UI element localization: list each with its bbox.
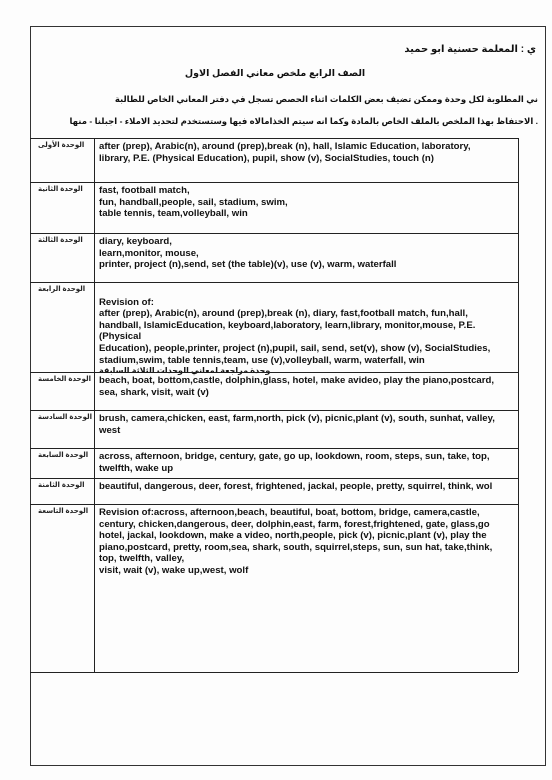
unit-row-8 (30, 478, 518, 505)
unit-words: Revision of: after (prep), Arabic(n), around (prep),break (n), diary, fast,football match, fun,hall, handball, IslamicEducation, keyboard,laboratory, learn,library, monitor,mouse, P.E. (Physical Education), people,printer, project (n),pupil, sail, send, set(v), show (v), SocialStudies, stadium,swim, table tennis,team, use (v),volleyball, warm, waterfall, win (99, 296, 491, 366)
unit-row-1 (30, 138, 518, 183)
unit-words: fast, football match, fun, handball,people, sail, stadium, swim, table tennis, team,volleyball, win (99, 185, 288, 220)
unit-row-4 (30, 282, 518, 376)
unit-label: الوحدة التاسعة (38, 508, 89, 515)
table-bottom-border (30, 672, 518, 673)
unit-arabic-note: وحدة مراجعة لمعاني الوحدات الثلاثة السابقة (99, 366, 271, 376)
unit-row-6 (30, 410, 518, 449)
instruction-note-1: ني المطلوبة لكل وحدة وممكن تضيف بعض الكلمات اثناء الحصص تسجل في دفتر المعاني الخاص للطالبة (114, 94, 538, 104)
unit-label: الوحدة السادسة (37, 414, 92, 421)
teacher-name: ي : المعلمة حسنية ابو حميد (404, 44, 536, 55)
unit-label: الوحدة الثامنة (38, 482, 85, 489)
unit-label: الوحدة الرابعة (38, 286, 86, 293)
unit-words: Revision of:across, afternoon,beach, beautiful, boat, bottom, bridge, camera,castle, century, chicken,dangerous, deer, dolphin,east, farm, forest,frightened, gate, glass,go hotel, jackal, lookdown, make a video, north,people, pick (v), picnic,plant (v), play the piano,postcard, pretty, room,sea, shark, south, squirrel,steps, sun, sun hat, take,think, top, twelfth, valley, visit, wait (v), wake up,west, wolf (99, 507, 493, 576)
unit-row-9 (30, 504, 518, 673)
instruction-note-2: . الاحتفاظ بهذا الملخص بالملف الخاص بالمادة وكما انه سيتم الخذامالاه فيها وستستخدم لتحديد الاملاء - اجبلنا - منها (69, 116, 538, 126)
unit-label: الوحدة السابعة (38, 452, 89, 459)
unit-label: الوحدة الثالثة (38, 237, 83, 244)
unit-label: الوحدة الثانية (38, 186, 83, 193)
unit-words: across, afternoon, bridge, century, gate, go up, lookdown, room, steps, sun, take, top, twelfth, wake up (99, 451, 490, 474)
page-title: الصف الرابع ملخص معاني الفصل الاول (184, 68, 366, 79)
unit-row-2 (30, 182, 518, 234)
unit-label: الوحدة الأولى (38, 142, 85, 149)
unit-words: brush, camera,chicken, east, farm,north, pick (v), picnic,plant (v), south, sunhat, valley, west (99, 413, 495, 436)
table-right-border (518, 138, 519, 672)
unit-words: beautiful, dangerous, deer, forest, frightened, jackal, people, pretty, squirrel, think, wol (99, 481, 493, 492)
unit-label: الوحدة الخامسة (38, 376, 91, 383)
unit-row-5 (30, 372, 518, 411)
unit-words: after (prep), Arabic(n), around (prep),break (n), hall, Islamic Education, laboratory, library, P.E. (Physical Education), pupil, show (v), SocialStudies, touch (n) (99, 141, 471, 164)
unit-words: diary, keyboard, learn,monitor, mouse, printer, project (n),send, set (the table)(v), use (v), warm, waterfall (99, 236, 397, 271)
unit-row-3 (30, 233, 518, 283)
unit-words: beach, boat, bottom,castle, dolphin,glass, hotel, make avideo, play the piano,postcard, sea, shark, visit, wait (v) (99, 375, 495, 398)
unit-row-7 (30, 448, 518, 479)
